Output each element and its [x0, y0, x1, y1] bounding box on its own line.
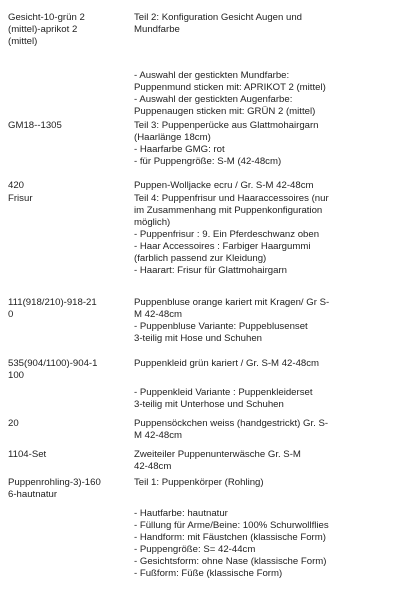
- row-10-code: Puppenrohling-3)-160 6-hautnatur: [8, 477, 101, 500]
- row-4-code: Frisur: [8, 193, 33, 204]
- row-3-code: 420: [8, 180, 25, 191]
- row-2-code: GM18--1305: [8, 120, 62, 131]
- row-3-description: Puppen-Wolljacke ecru / Gr. S-M 42-48cm: [134, 180, 314, 191]
- row-2-description: Teil 3: Puppenperücke aus Glattmohairgarn (Haarlänge 18cm) - Haarfarbe GMG: rot - für Puppengröße: S-M (42-48cm): [134, 120, 319, 167]
- row-10-description: Teil 1: Puppenkörper (Rohling): [134, 477, 264, 488]
- row-8-description: Puppensöckchen weiss (handgestrickt) Gr. S- M 42-48cm: [134, 418, 329, 441]
- row-5-description: Puppenbluse orange kariert mit Kragen/ Gr S- M 42-48cm - Puppenbluse Variante: Puppeblusenset 3-teilig mit Hose und Schuhen: [134, 297, 330, 344]
- row-9-description: Zweiteiler Puppenunterwäsche Gr. S-M 42-48cm: [134, 449, 301, 472]
- row-8-code: 20: [8, 418, 19, 429]
- row-7-description: - Puppenkleid Variante : Puppenkleiderset 3-teilig mit Unterhose und Schuhen: [134, 387, 313, 410]
- row-1-description: - Auswahl der gestickten Mundfarbe: Puppenmund sticken mit: APRIKOT 2 (mittel) - Auswahl der gestickten Augenfarbe: Puppenaugen sticken mit: GRÜN 2 (mittel): [134, 70, 326, 117]
- row-6-description: Puppenkleid grün kariert / Gr. S-M 42-48cm: [134, 358, 320, 369]
- row-9-code: 1104-Set: [8, 449, 47, 460]
- row-6-code: 535(904/1100)-904-1 100: [8, 358, 98, 381]
- row-4-description: Teil 4: Puppenfrisur und Haaraccessoires (nur im Zusammenhang mit Puppenkonfiguration möglich) - Puppenfrisur : 9. Ein Pferdeschwanz oben - Haar Accessoires : Farbiger Haargummi (farblich passend zur Kleidung) - Haarart: Frisur für Glattmohairgarn: [134, 193, 329, 276]
- row-0-code: Gesicht-10-grün 2 (mittel)-aprikot 2 (mittel): [8, 12, 85, 47]
- row-5-code: 111(918/210)-918-21 0: [8, 297, 97, 320]
- row-11-description: - Hautfarbe: hautnatur - Füllung für Arme/Beine: 100% Schurwollflies - Handform: mit Fäustchen (klassische Form) - Puppengröße: S= 42-44cm - Gesichtsform: ohne Nase (klassische Form) - Fußform: Füße (klassische Form): [134, 508, 329, 579]
- row-0-description: Teil 2: Konfiguration Gesicht Augen und Mundfarbe: [134, 12, 303, 35]
